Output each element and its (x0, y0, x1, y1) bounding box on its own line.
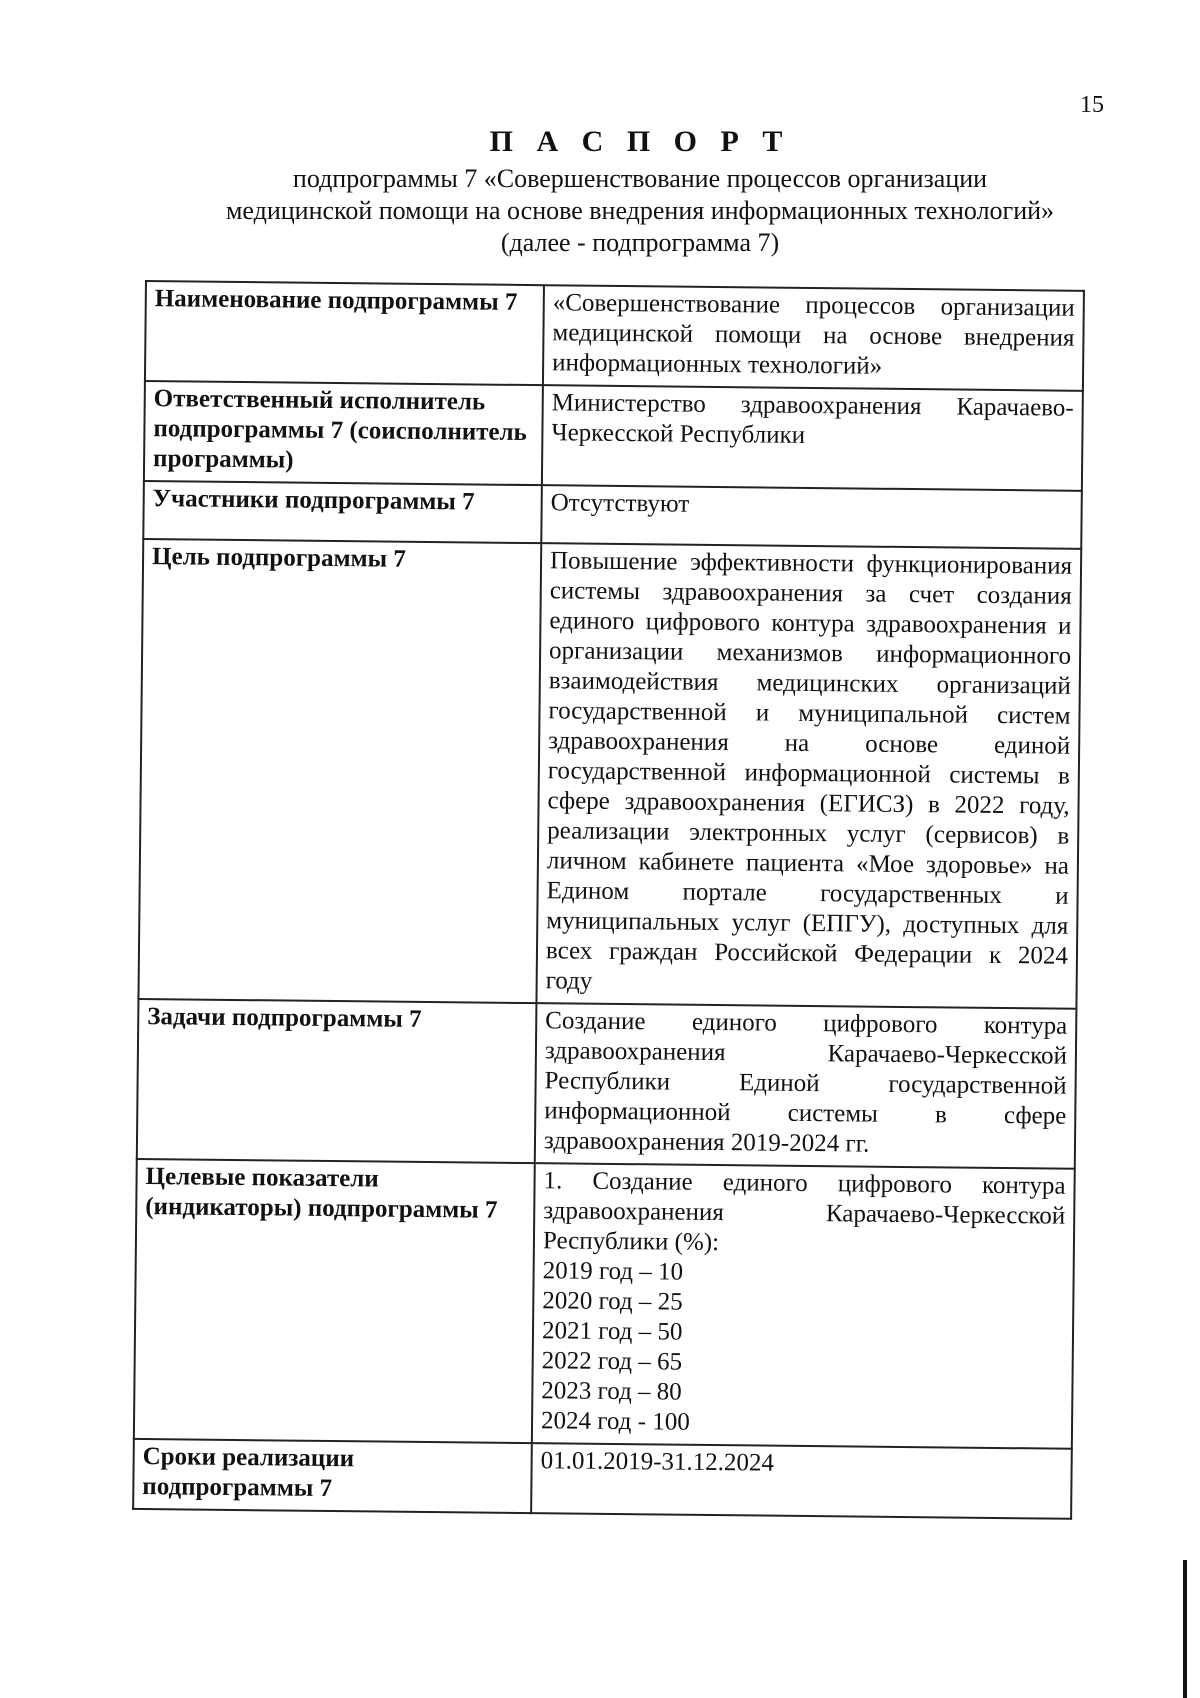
indicator-year-value: 2022 год – 65 (541, 1347, 683, 1376)
row-label: Участники подпрограммы 7 (143, 481, 542, 543)
scan-edge-mark (1183, 1560, 1187, 1698)
row-indicators (134, 1159, 1075, 1449)
row-value: Повышение эффективности функционирования системы здравоохранения за счет создания единого цифрового контура здравоохранения и организации механизмов информационного взаимодействия медицинских организаций государственной и муниципальной систем здравоохранения на основе единой государственной информационной системы в сфере здравоохранения (ЕГИСЗ) в 2022 году, реализации электронных услуг (сервисов) в личном кабинете пациента «Мое здоровье» на Едином портале государственных и муниципальных услуг (ЕПГУ), доступных для всех граждан Российской Федерации к 2024 году (536, 543, 1081, 1009)
indicator-year-value: 2024 год - 100 (540, 1407, 690, 1436)
row-label: Наименование подпрограммы 7 (145, 281, 544, 385)
row-participants (143, 481, 1082, 549)
row-name (145, 281, 1084, 391)
row-label: Цель подпрограммы 7 (138, 539, 541, 1003)
row-label: Ответственный исполнитель подпрограммы 7 (соисполнитель программы) (144, 381, 543, 485)
row-value (532, 1163, 1075, 1449)
row-goal (138, 539, 1081, 1009)
document-heading (140, 125, 1140, 259)
row-period (133, 1439, 1072, 1519)
subtitle-line-3: (далее - подпрограмма 7) (500, 228, 780, 257)
subtitle-line-1: подпрограммы 7 «Совершенствование процессов организации (292, 164, 988, 193)
indicator-year-value: 2020 год – 25 (542, 1287, 683, 1316)
row-value: 01.01.2019-31.12.2024 (531, 1443, 1072, 1519)
indicator-year-value: 2019 год – 10 (542, 1257, 684, 1286)
document-title: П А С П О Р Т (489, 125, 791, 158)
row-executor (144, 381, 1083, 491)
row-value: «Совершенствование процессов организации медицинской помощи на основе внедрения информационных технологий» (543, 285, 1084, 391)
row-label: Целевые показатели (индикаторы) подпрограммы 7 (134, 1159, 535, 1443)
row-value: Создание единого цифрового контура здравоохранения Карачаево-Черкесской Республики Единой государственной информационной системы в сфере здравоохранения 2019-2024 гг. (535, 1003, 1077, 1169)
page-number: 15 (1080, 92, 1104, 118)
indicator-year-value: 2021 год – 50 (541, 1317, 683, 1346)
subtitle-line-2: медицинской помощи на основе внедрения информационных технологий» (225, 196, 1055, 225)
row-tasks (137, 999, 1077, 1169)
indicator-intro: 1. Создание единого цифрового контура здравоохранения Карачаево-Черкесской Республики (%): (542, 1167, 1066, 1257)
row-label: Задачи подпрограммы 7 (137, 999, 537, 1163)
indicator-year-value: 2023 год – 80 (541, 1377, 682, 1406)
passport-table (132, 280, 1085, 1520)
row-label: Сроки реализации подпрограммы 7 (133, 1439, 532, 1513)
row-value: Отсутствуют (541, 485, 1082, 549)
row-value: Министерство здравоохранения Карачаево-Черкесской Республики (542, 385, 1083, 491)
